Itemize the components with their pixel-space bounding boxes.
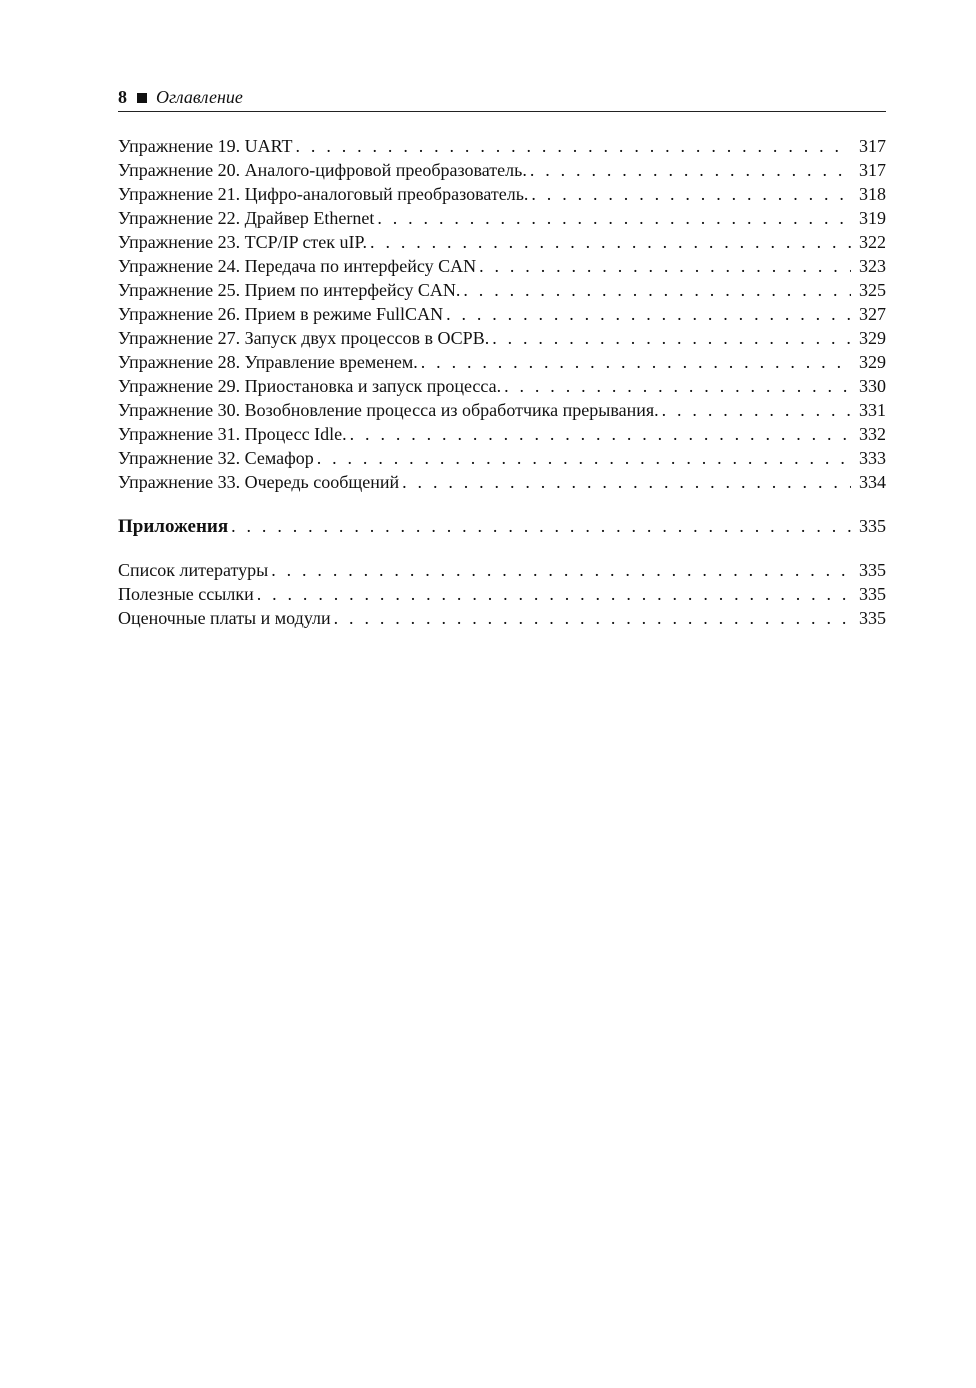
toc-entry-page: 322 (859, 232, 886, 252)
toc-entry-title: Упражнение 24. Передача по интерфейсу CAN (118, 256, 477, 276)
dot-leader (527, 158, 851, 182)
section-gap (118, 494, 886, 514)
toc-entry-page: 325 (859, 280, 886, 300)
dot-leader (418, 350, 851, 374)
toc-entry-title: Упражнение 29. Приостановка и запуск процесса. (118, 376, 502, 396)
toc-entry-title: Упражнение 21. Цифро-аналоговый преобразователь. (118, 184, 529, 204)
toc-entry-title: Упражнение 25. Прием по интерфейсу CAN. (118, 280, 461, 300)
toc-entry[interactable] (118, 326, 886, 350)
dot-leader (489, 326, 851, 350)
toc-entry-page: 335 (859, 608, 886, 628)
toc-entry-page: 317 (859, 160, 886, 180)
dot-leader (460, 278, 851, 302)
section-gap (118, 538, 886, 558)
dot-leader (399, 470, 851, 494)
toc-entry-title: Упражнение 26. Прием в режиме FullCAN (118, 304, 444, 324)
toc-entry-title: Оценочные платы и модули (118, 608, 331, 628)
dot-leader (268, 558, 851, 582)
page-number: 8 (118, 87, 127, 107)
dot-leader (374, 206, 851, 230)
toc-entry-page: 335 (859, 560, 886, 580)
running-title: Оглавление (156, 87, 243, 107)
toc-entry-title: Список литературы (118, 560, 269, 580)
toc-entry[interactable] (118, 278, 886, 302)
dot-leader (347, 422, 851, 446)
toc-entry-title: Упражнение 33. Очередь сообщений (118, 472, 400, 492)
toc-section-title: Приложения (118, 516, 229, 537)
toc-entry[interactable] (118, 606, 886, 630)
dot-leader (501, 374, 851, 398)
toc-entry[interactable] (118, 350, 886, 374)
toc-entry[interactable] (118, 254, 886, 278)
toc-entry[interactable] (118, 470, 886, 494)
toc-entry-page: 332 (859, 424, 886, 444)
toc-entry[interactable] (118, 206, 886, 230)
toc-entry-page: 319 (859, 208, 886, 228)
toc-entry-page: 331 (859, 400, 886, 420)
page-header (118, 84, 886, 112)
toc-entry-title: Упражнение 23. TCP/IP стек uIP. (118, 232, 368, 252)
table-of-contents (118, 134, 886, 630)
dot-leader (331, 606, 851, 630)
toc-entry-title: Упражнение 28. Управление временем. (118, 352, 418, 372)
dot-leader (367, 230, 851, 254)
dot-leader (659, 398, 851, 422)
toc-entry-page: 323 (859, 256, 886, 276)
toc-entry[interactable] (118, 374, 886, 398)
toc-entry-page: 327 (859, 304, 886, 324)
toc-entry-page: 317 (859, 136, 886, 156)
dot-leader (293, 134, 851, 158)
toc-entry-title: Упражнение 30. Возобновление процесса из обработчика прерывания. (118, 400, 659, 420)
toc-entry-title: Полезные ссылки (118, 584, 254, 604)
toc-entry-title: Упражнение 19. UART (118, 136, 293, 156)
toc-section-page: 335 (859, 516, 886, 536)
dot-leader (254, 582, 851, 606)
toc-section-appendix[interactable] (118, 514, 886, 538)
toc-entry-page: 330 (859, 376, 886, 396)
toc-entry-page: 335 (859, 584, 886, 604)
toc-entry[interactable] (118, 558, 886, 582)
toc-entry-title: Упражнение 22. Драйвер Ethernet (118, 208, 375, 228)
black-square-icon (137, 93, 147, 103)
toc-entry-title: Упражнение 32. Семафор (118, 448, 314, 468)
toc-entry[interactable] (118, 302, 886, 326)
toc-entry[interactable] (118, 582, 886, 606)
toc-entry-page: 329 (859, 328, 886, 348)
dot-leader (443, 302, 851, 326)
toc-entry[interactable] (118, 158, 886, 182)
toc-entry[interactable] (118, 398, 886, 422)
toc-entry[interactable] (118, 230, 886, 254)
dot-leader (476, 254, 851, 278)
toc-entry-title: Упражнение 27. Запуск двух процессов в ОСРВ. (118, 328, 490, 348)
toc-entry-page: 329 (859, 352, 886, 372)
toc-entry-page: 318 (859, 184, 886, 204)
toc-entry-title: Упражнение 31. Процесс Idle. (118, 424, 347, 444)
toc-entry-page: 334 (859, 472, 886, 492)
toc-entry[interactable] (118, 134, 886, 158)
dot-leader (228, 514, 851, 539)
toc-entry[interactable] (118, 422, 886, 446)
dot-leader (528, 182, 851, 206)
toc-entry-title: Упражнение 20. Аналого-цифровой преобразователь. (118, 160, 527, 180)
toc-entry[interactable] (118, 446, 886, 470)
toc-entry-page: 333 (859, 448, 886, 468)
toc-entry[interactable] (118, 182, 886, 206)
dot-leader (314, 446, 851, 470)
